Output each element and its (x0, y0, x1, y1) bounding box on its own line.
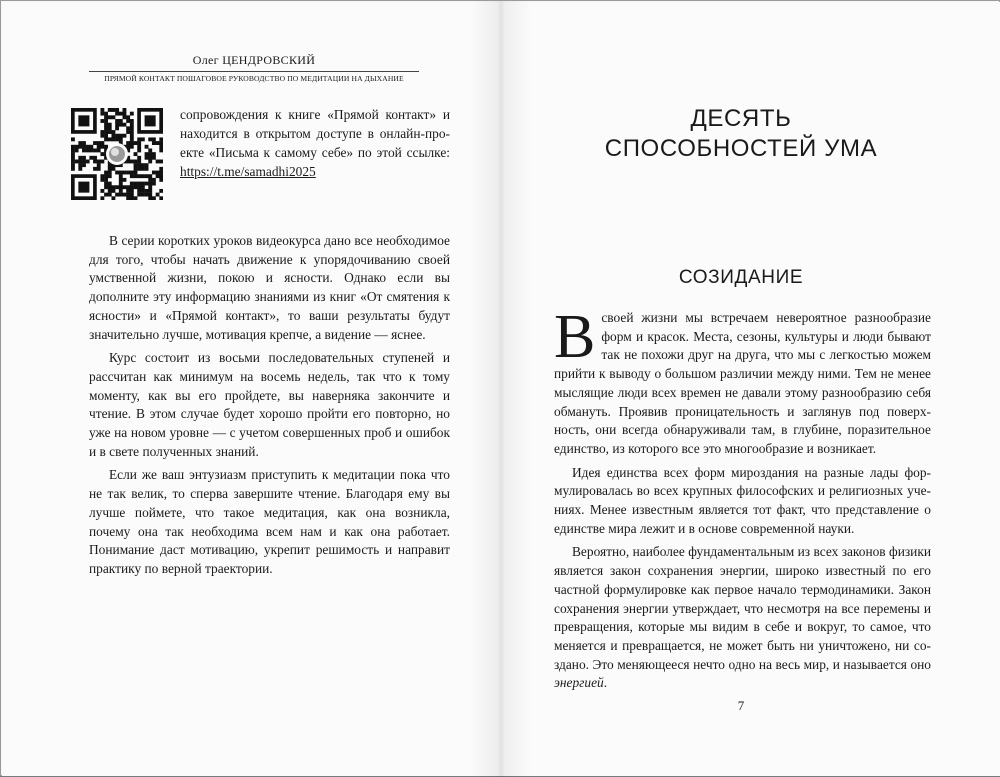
drop-cap: В (554, 303, 596, 371)
left-body-text (89, 232, 450, 584)
paragraph-end: . (603, 675, 608, 691)
right-paragraph: Идея единства всех форм мироздания на разные лады формулировалась во всех крупных философских и религиозных учениях. Менее известным является тот факт, что представление о единстве мира лежит и в основе современной науки. (554, 464, 931, 536)
paragraph-text: Вероятно, наиболее фундаментальным из всех законов физики является закон сохранения энергии, широко известный по его частной формулировке как первое начало термодинамики. Закон сохранения энергии утверждает, что несмотря на все перемены и превращения, которые мы видим в себе и вокруг, то самое, что меняется и превращается, не может быть ни уничтожено, ни создано. Это меняющееся нечто одно на весь мир, и называется оно (554, 544, 931, 672)
chapter-title-line: СПОСОБНОСТЕЙ УМА (604, 135, 878, 162)
running-head-author: Олег ЦЕНДРОВСКИЙ (192, 53, 316, 67)
first-paragraph-text: своей жизни мы встречаем невероятное разнообразие форм и красок. Места, сезоны, культуры и люди бывают так не похожи друг на друга, что мы с легкостью можем прийти к выводу о большом различии между ними. Тем не менее мыслящие люди всех времен не давали этому разнообразию себя обмануть. Проявив проницательность и заглянув под поверхность, они всегда обнаруживали там, в глубине, поразительное единство, из которого все это многообразие и возникает. (554, 310, 931, 456)
emphasis-text: энергией (554, 675, 604, 691)
running-head-rule (89, 71, 419, 72)
running-head-book-title: ПРЯМОЙ КОНТАКТ ПОШАГОВОЕ РУКОВОДСТВО ПО МЕДИТАЦИИ НА ДЫХАНИЕ (104, 74, 404, 83)
qr-caption (180, 105, 450, 181)
qr-link[interactable]: https://t.me/samadhi2025 (180, 164, 316, 179)
qr-caption-text: сопровождения к книге «Прямой контакт» и находится в открытом доступе в онлайн-проекте «Письма к самому себе» по этой ссылке: (180, 107, 450, 160)
chapter-title (601, 104, 881, 164)
left-paragraph: Курс состоит из восьми последовательных ступеней и рассчитан как минимум на восемь недель, так что к тому моменту, как вы его пройдете, вы наверняка закончите и чтение. В этом случае будет хорошо пройти его повторно, но уже на новом уровне — с учетом совершенных проб и ошибок и в свете полученных знаний. (89, 350, 450, 459)
chapter-title-line: ДЕСЯТЬ (690, 105, 792, 132)
section-title: СОЗИДАНИЕ (678, 267, 804, 288)
right-body-text (554, 303, 931, 698)
left-paragraph: В серии коротких уроков видеокурса дано все необходимое для того, чтобы начать движение к упорядочиванию своей умственной жизни, покою и ясности. Однако если вы дополните эту информацию знаниями из книг «От смятения к ясности» и «Прямой контакт», то ваши результаты будут значительно лучше, мотивация крепче, а видение — яснее. (89, 233, 450, 342)
qr-code-graphic (71, 108, 163, 200)
right-paragraph (554, 543, 931, 693)
qr-code-icon[interactable] (71, 108, 163, 200)
page-number: 7 (737, 698, 745, 713)
left-paragraph: Если же ваш энтузиазм приступить к медитации пока что не так велик, то сперва завершите чтение. Благодаря ему вы лучше поймете, что такое медитация, как она возникла, почему она так необходима всем нам и как она работает. Понимание даст мотивацию, укрепит решимость и направит практику по верной траектории. (89, 467, 450, 576)
right-paragraph (554, 303, 931, 459)
